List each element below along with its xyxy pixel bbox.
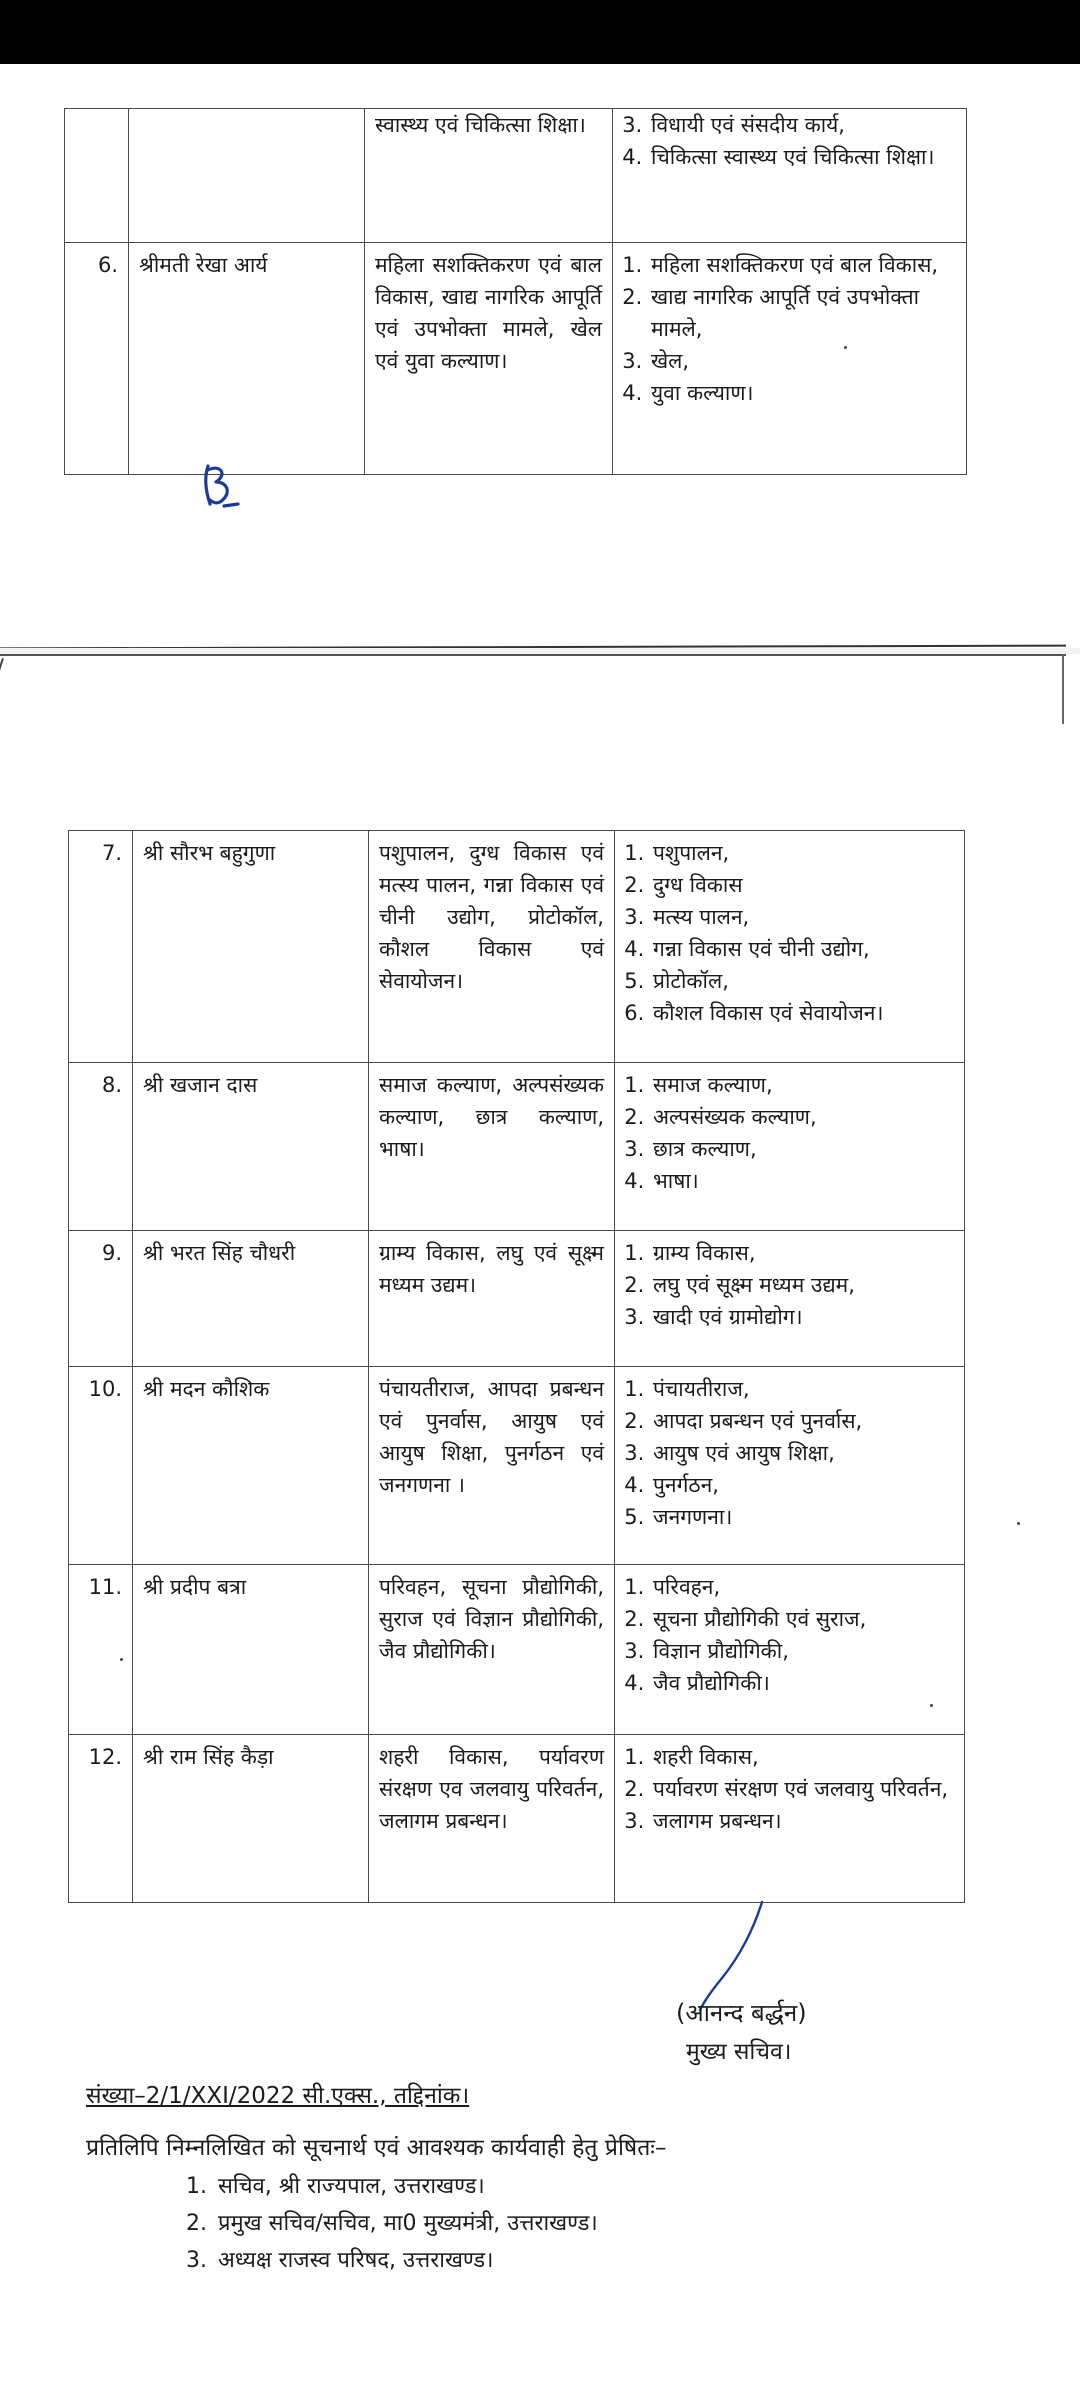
signatory-name: (आनन्द बर्द्धन) <box>676 1999 807 2027</box>
list-item: 2. खाद्य नागरिक आपूर्ति एवं उपभोक्ता मामले, <box>649 281 956 345</box>
list-item: 1. ग्राम्य विकास, <box>651 1237 954 1269</box>
table-row <box>69 1063 965 1231</box>
table-row <box>69 1367 965 1565</box>
scan-speck <box>844 346 847 349</box>
department-summary: ग्राम्य विकास, लघु एवं सूक्ष्म मध्यम उद्यम। <box>369 1231 615 1367</box>
list-item: 2. सूचना प्रौद्योगिकी एवं सुराज, <box>651 1603 954 1635</box>
page-edge <box>0 654 1066 656</box>
row-number: 8. <box>69 1063 133 1231</box>
department-summary-text: स्वास्थ्य एवं चिकित्सा शिक्षा। <box>375 113 586 137</box>
department-items <box>625 1069 954 1197</box>
list-item: 1. पंचायतीराज, <box>651 1373 954 1405</box>
recipient-list <box>186 2168 598 2279</box>
department-summary: पंचायतीराज, आपदा प्रबन्धन एवं पुनर्वास, आयुष एवं आयुष शिक्षा, पुनर्गठन एवं जनगणना । <box>369 1367 615 1565</box>
minister-name: श्री प्रदीप बत्रा <box>133 1565 369 1735</box>
list-item: 1. सचिव, श्री राज्यपाल, उत्तराखण्ड। <box>214 2168 598 2205</box>
list-item: 3. खेल, <box>649 345 956 377</box>
list-item: 4. जैव प्रौद्योगिकी। <box>651 1667 954 1699</box>
scan-speck <box>930 1704 933 1707</box>
row-number: 10. <box>69 1367 133 1565</box>
list-item: 4. गन्ना विकास एवं चीनी उद्योग, <box>651 933 954 965</box>
list-item: 4. भाषा। <box>651 1165 954 1197</box>
scan-speck <box>1017 1522 1020 1525</box>
list-item: 4. चिकित्सा स्वास्थ्य एवं चिकित्सा शिक्षा। <box>649 141 956 173</box>
department-items <box>623 249 956 409</box>
department-summary: शहरी विकास, पर्यावरण संरक्षण एव जलवायु परिवर्तन, जलागम प्रबन्धन। <box>369 1735 615 1903</box>
department-items <box>623 109 956 173</box>
department-list <box>613 243 967 475</box>
department-list <box>615 1565 965 1735</box>
list-item: 2. पर्यावरण संरक्षण एवं जलवायु परिवर्तन, <box>651 1773 954 1805</box>
row-number: 12. <box>69 1735 133 1903</box>
list-item: 1. समाज कल्याण, <box>651 1069 954 1101</box>
row-number: 9. <box>69 1231 133 1367</box>
list-item: 3. मत्स्य पालन, <box>651 901 954 933</box>
department-list <box>613 109 967 243</box>
table-row <box>69 1231 965 1367</box>
department-items <box>625 1373 954 1533</box>
ministers-table-part2 <box>68 830 965 1903</box>
list-item: 4. पुनर्गठन, <box>651 1469 954 1501</box>
department-items <box>625 1237 954 1333</box>
table-row <box>69 1735 965 1903</box>
list-item: 3. खादी एवं ग्रामोद्योग। <box>651 1301 954 1333</box>
list-item: 3. विज्ञान प्रौद्योगिकी, <box>651 1635 954 1667</box>
list-item: 1. महिला सशक्तिकरण एवं बाल विकास, <box>649 249 956 281</box>
copy-forwarded-intro: प्रतिलिपि निम्नलिखित को सूचनार्थ एवं आवश्यक कार्यवाही हेतु प्रेषितः– <box>86 2135 667 2161</box>
table-row <box>65 243 967 475</box>
reference-number: संख्या–2/1/XXI/2022 सी.एक्स., तद्दिनांक। <box>86 2083 470 2109</box>
signatory-title: मुख्य सचिव। <box>686 2039 792 2065</box>
list-item: 6. कौशल विकास एवं सेवायोजन। <box>651 997 954 1029</box>
row-number: 7. <box>69 831 133 1063</box>
list-item: 2. अल्पसंख्यक कल्याण, <box>651 1101 954 1133</box>
list-item: 1. परिवहन, <box>651 1571 954 1603</box>
department-summary: परिवहन, सूचना प्रौद्योगिकी, सुराज एवं विज्ञान प्रौद्योगिकी, जैव प्रौद्योगिकी। <box>369 1565 615 1735</box>
department-list <box>615 1367 965 1565</box>
table-row <box>65 109 967 243</box>
list-item: 3. आयुष एवं आयुष शिक्षा, <box>651 1437 954 1469</box>
list-item: 3. जलागम प्रबन्धन। <box>651 1805 954 1837</box>
row-number: 6. <box>65 243 129 475</box>
table-row <box>69 1565 965 1735</box>
list-item: 2. प्रमुख सचिव/सचिव, मा0 मुख्यमंत्री, उत्तराखण्ड। <box>214 2205 598 2242</box>
list-item: 3. अध्यक्ष राजस्व परिषद, उत्तराखण्ड। <box>214 2242 598 2279</box>
list-item: 4. युवा कल्याण। <box>649 377 956 409</box>
department-summary: पशुपालन, दुग्ध विकास एवं मत्स्य पालन, गन्ना विकास एवं चीनी उद्योग, प्रोटोकॉल, कौशल विकास एवं सेवायोजन। <box>369 831 615 1063</box>
list-item: 5. जनगणना। <box>651 1501 954 1533</box>
row-number <box>65 109 129 243</box>
page-corner-shadow <box>0 658 4 725</box>
list-item: 2. लघु एवं सूक्ष्म मध्यम उद्यम, <box>651 1269 954 1301</box>
department-items <box>625 837 954 1029</box>
minister-name: श्री राम सिंह कैड़ा <box>133 1735 369 1903</box>
department-list <box>615 1735 965 1903</box>
minister-name: श्री भरत सिंह चौधरी <box>133 1231 369 1367</box>
status-bar <box>0 0 1080 64</box>
department-items <box>625 1741 954 1837</box>
minister-name: श्री मदन कौशिक <box>133 1367 369 1565</box>
list-item: 3. छात्र कल्याण, <box>651 1133 954 1165</box>
list-item: 1. शहरी विकास, <box>651 1741 954 1773</box>
initials-signature <box>198 460 244 510</box>
scan-speck <box>120 1658 123 1661</box>
minister-name: श्री खजान दास <box>133 1063 369 1231</box>
list-item: 3. विधायी एवं संसदीय कार्य, <box>649 109 956 141</box>
table-row <box>69 831 965 1063</box>
list-item: 1. पशुपालन, <box>651 837 954 869</box>
document-page-1 <box>0 64 1064 648</box>
ministers-table-part1 <box>64 108 967 475</box>
minister-name: श्रीमती रेखा आर्य <box>129 243 365 475</box>
department-summary: महिला सशक्तिकरण एवं बाल विकास, खाद्य नागरिक आपूर्ति एवं उपभोक्ता मामले, खेल एवं युवा कल्याण। <box>365 243 613 475</box>
list-item: 5. प्रोटोकॉल, <box>651 965 954 997</box>
department-list <box>615 831 965 1063</box>
department-list <box>615 1231 965 1367</box>
page-edge <box>1062 654 1064 724</box>
department-items <box>625 1571 954 1699</box>
minister-name <box>129 109 365 243</box>
list-item: 2. आपदा प्रबन्धन एवं पुनर्वास, <box>651 1405 954 1437</box>
department-summary <box>365 109 613 243</box>
row-number: 11. <box>69 1565 133 1735</box>
ministers-table-body <box>69 831 965 1903</box>
list-item: 2. दुग्ध विकास <box>651 869 954 901</box>
department-summary: समाज कल्याण, अल्पसंख्यक कल्याण, छात्र कल्याण, भाषा। <box>369 1063 615 1231</box>
department-list <box>615 1063 965 1231</box>
minister-name: श्री सौरभ बहुगुणा <box>133 831 369 1063</box>
